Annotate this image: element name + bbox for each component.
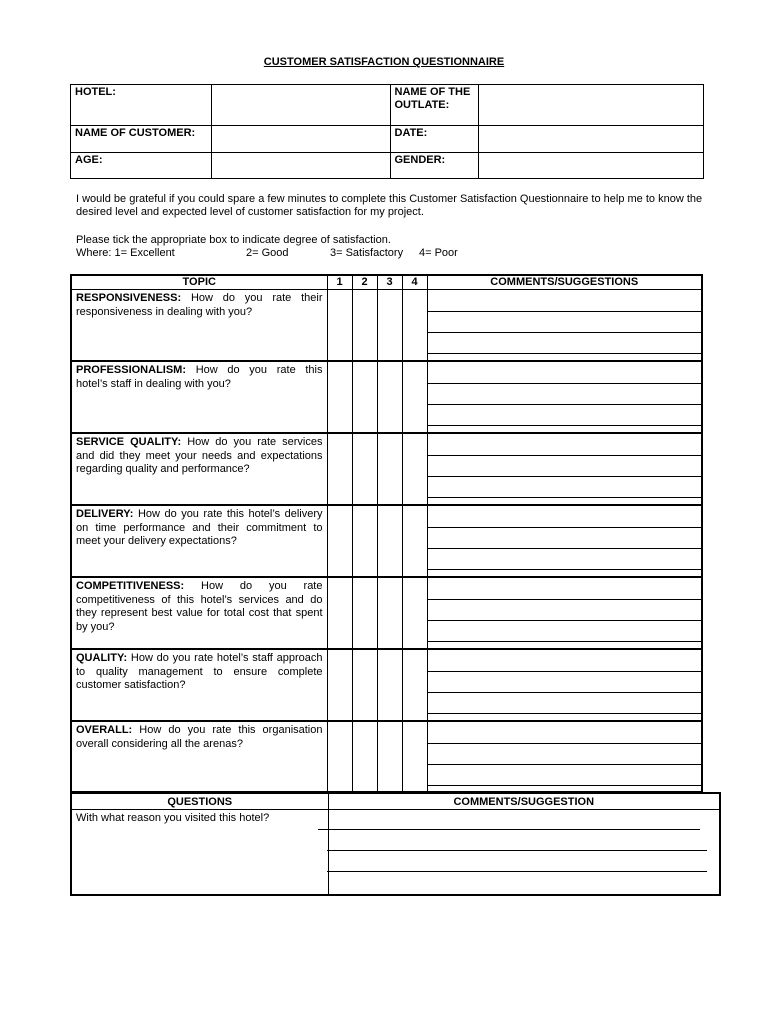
- rating-1-checkbox[interactable]: [327, 505, 352, 577]
- comment-line: [428, 455, 702, 456]
- scale-good: 2= Good: [246, 247, 289, 259]
- comment-line: [428, 641, 702, 642]
- rating-2-checkbox[interactable]: [352, 721, 377, 792]
- intro-text: I would be grateful if you could spare a few minutes to complete this Customer Satisfaction Questionnaire to help me to know the desired level and expected level of customer satisfaction for my project.: [76, 193, 703, 218]
- rating-2-checkbox[interactable]: [352, 361, 377, 433]
- rating-row: [71, 577, 702, 649]
- comment-line: [428, 425, 702, 426]
- rating-2-header: 2: [352, 275, 377, 290]
- rating-4-checkbox[interactable]: [402, 577, 427, 649]
- rating-1-header: 1: [327, 275, 352, 290]
- topic-cell: [71, 577, 327, 649]
- visit-reason-answer[interactable]: [328, 810, 720, 896]
- topic-label: DELIVERY:: [76, 508, 134, 520]
- questions-header: QUESTIONS: [71, 793, 328, 810]
- topic-header: TOPIC: [71, 275, 327, 290]
- rating-table: [70, 274, 703, 793]
- rating-4-checkbox[interactable]: [402, 433, 427, 505]
- rating-3-header: 3: [377, 275, 402, 290]
- customer-info-table: [70, 84, 704, 179]
- comment-line: [428, 785, 702, 786]
- rating-1-checkbox[interactable]: [327, 721, 352, 792]
- topic-cell: [71, 361, 327, 433]
- rating-3-checkbox[interactable]: [377, 505, 402, 577]
- comment-line: [428, 476, 702, 477]
- rating-1-checkbox[interactable]: [327, 577, 352, 649]
- topic-question: How do you rate this organisation overall considering all the arenas?: [76, 724, 323, 750]
- rating-4-checkbox[interactable]: [402, 290, 427, 362]
- rating-1-checkbox[interactable]: [327, 433, 352, 505]
- comment-line: [428, 311, 702, 312]
- age-label: AGE:: [71, 153, 212, 179]
- rating-3-checkbox[interactable]: [377, 649, 402, 721]
- topic-label: OVERALL:: [76, 724, 133, 736]
- customer-name-label: NAME OF CUSTOMER:: [71, 126, 212, 153]
- topic-question: How do you rate this hotel’s staff in dealing with you?: [76, 364, 323, 390]
- comment-line: [428, 404, 702, 405]
- comment-line: [428, 743, 702, 744]
- topic-label: RESPONSIVENESS:: [76, 292, 182, 304]
- rating-3-checkbox[interactable]: [377, 361, 402, 433]
- rating-2-checkbox[interactable]: [352, 577, 377, 649]
- rating-row: [71, 433, 702, 505]
- rating-3-checkbox[interactable]: [377, 290, 402, 362]
- comment-line: [428, 692, 702, 693]
- rating-3-checkbox[interactable]: [377, 577, 402, 649]
- comment-line: [428, 599, 702, 600]
- answer-line: [327, 871, 707, 872]
- rating-row: [71, 505, 702, 577]
- topic-question: How do you rate competitiveness of this hotel’s services and do they represent best value for total cost that spent by you?: [76, 580, 323, 633]
- topic-question: How do you rate their responsiveness in dealing with you?: [76, 292, 323, 318]
- comment-cell[interactable]: [427, 721, 702, 792]
- rating-3-checkbox[interactable]: [377, 433, 402, 505]
- rating-4-checkbox[interactable]: [402, 721, 427, 792]
- rating-1-checkbox[interactable]: [327, 361, 352, 433]
- visit-reason-question: With what reason you visited this hotel?: [71, 810, 328, 896]
- comment-line: [428, 497, 702, 498]
- comment-cell[interactable]: [427, 433, 702, 505]
- page-title: CUSTOMER SATISFACTION QUESTIONNAIRE: [263, 56, 505, 68]
- gender-label: GENDER:: [390, 153, 479, 179]
- answer-line: [318, 829, 700, 830]
- comment-line: [428, 353, 702, 354]
- topic-label: COMPETITIVENESS:: [76, 580, 185, 592]
- scale-excellent: Where: 1= Excellent: [76, 247, 175, 259]
- comment-cell[interactable]: [427, 649, 702, 721]
- comment-line: [428, 332, 702, 333]
- comment-line: [428, 671, 702, 672]
- comment-cell[interactable]: [427, 361, 702, 433]
- comment-line: [428, 620, 702, 621]
- suggestion-header: COMMENTS/SUGGESTION: [328, 793, 720, 810]
- comment-line: [428, 383, 702, 384]
- outlet-label: NAME OF THE OUTLATE:: [390, 85, 479, 126]
- rating-2-checkbox[interactable]: [352, 649, 377, 721]
- gender-field[interactable]: [479, 153, 704, 179]
- outlet-field[interactable]: [479, 85, 704, 126]
- rating-row: [71, 721, 702, 792]
- rating-4-checkbox[interactable]: [402, 361, 427, 433]
- topic-label: QUALITY:: [76, 652, 128, 664]
- scale-poor: 4= Poor: [419, 247, 458, 259]
- rating-4-header: 4: [402, 275, 427, 290]
- rating-row: [71, 361, 702, 433]
- hotel-field[interactable]: [211, 85, 390, 126]
- comment-line: [428, 713, 702, 714]
- topic-cell: [71, 290, 327, 362]
- comment-line: [428, 569, 702, 570]
- instruction-text: Please tick the appropriate box to indicate degree of satisfaction.: [76, 234, 391, 246]
- rating-row: [71, 649, 702, 721]
- hotel-label: HOTEL:: [71, 85, 212, 126]
- rating-1-checkbox[interactable]: [327, 649, 352, 721]
- rating-4-checkbox[interactable]: [402, 649, 427, 721]
- topic-question: How do you rate hotel’s staff approach to quality management to ensure complete customer satisfaction?: [76, 652, 323, 691]
- comments-header: COMMENTS/SUGGESTIONS: [427, 275, 702, 290]
- topic-cell: [71, 721, 327, 792]
- age-field[interactable]: [211, 153, 390, 179]
- topic-question: How do you rate services and did they meet your needs and expectations regarding quality and performance?: [76, 436, 323, 475]
- comment-line: [428, 527, 702, 528]
- questions-table: [70, 792, 721, 896]
- topic-cell: [71, 649, 327, 721]
- rating-4-checkbox[interactable]: [402, 505, 427, 577]
- rating-2-checkbox[interactable]: [352, 433, 377, 505]
- topic-label: PROFESSIONALISM:: [76, 364, 187, 376]
- rating-3-checkbox[interactable]: [377, 721, 402, 792]
- rating-scale: [76, 247, 706, 260]
- topic-cell: [71, 505, 327, 577]
- rating-1-checkbox[interactable]: [327, 290, 352, 362]
- rating-2-checkbox[interactable]: [352, 505, 377, 577]
- date-field[interactable]: [479, 126, 704, 153]
- topic-cell: [71, 433, 327, 505]
- customer-name-field[interactable]: [211, 126, 390, 153]
- comment-cell[interactable]: [427, 505, 702, 577]
- comment-line: [428, 548, 702, 549]
- comment-line: [428, 764, 702, 765]
- scale-satisfactory: 3= Satisfactory: [330, 247, 404, 259]
- rating-row: [71, 290, 702, 362]
- comment-cell[interactable]: [427, 577, 702, 649]
- answer-line: [327, 850, 707, 851]
- topic-label: SERVICE QUALITY:: [76, 436, 182, 448]
- topic-question: How do you rate this hotel’s delivery on time performance and their commitment to meet your delivery expectations?: [76, 508, 323, 547]
- date-label: DATE:: [390, 126, 479, 153]
- rating-2-checkbox[interactable]: [352, 290, 377, 362]
- comment-cell[interactable]: [427, 290, 702, 362]
